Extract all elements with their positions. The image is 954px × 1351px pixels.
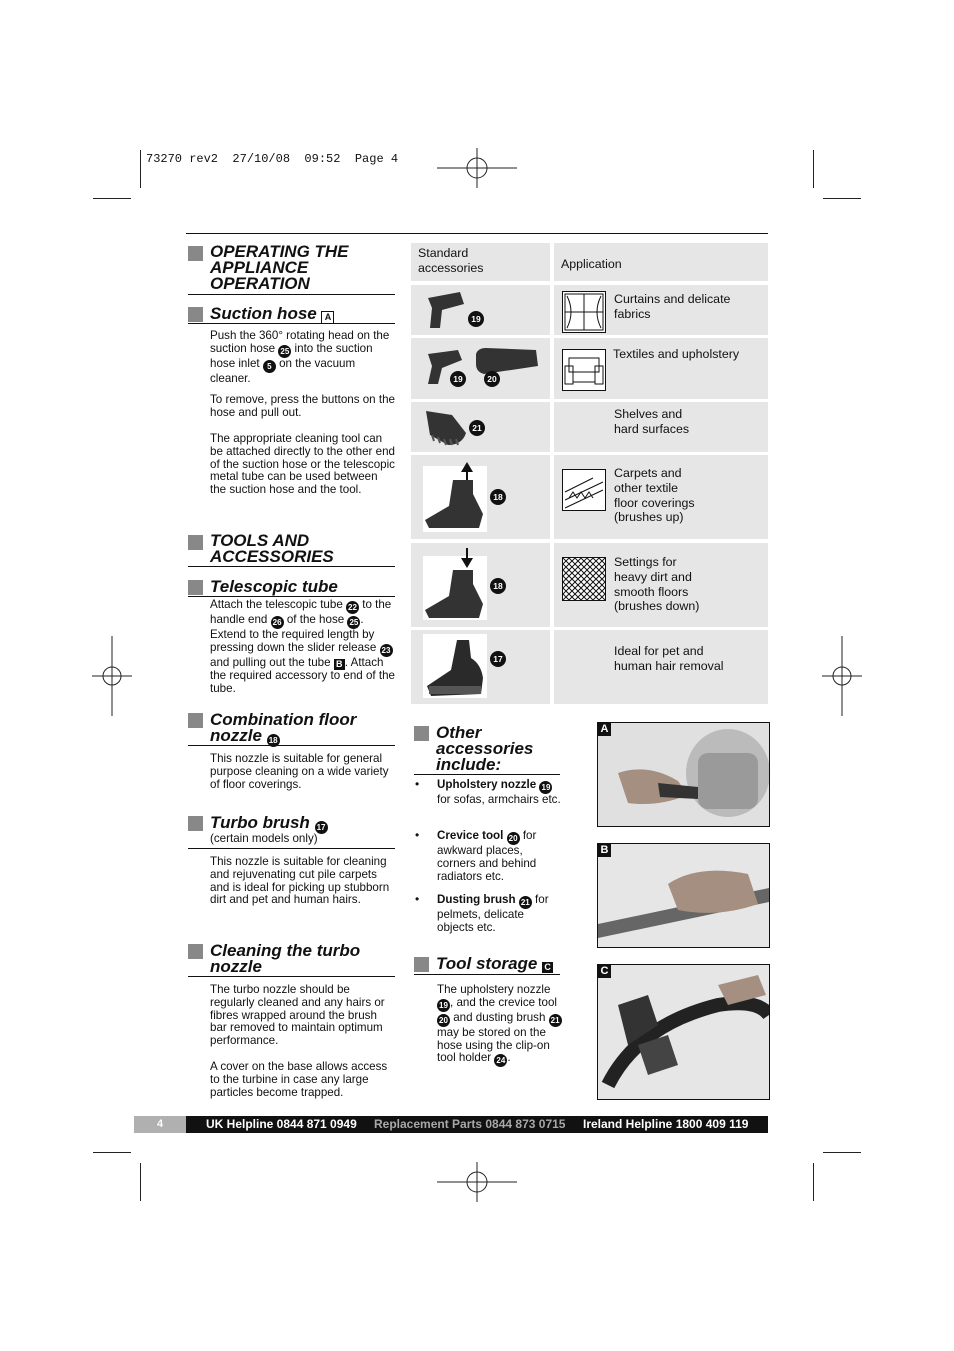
application-text: Carpets and other textile floor coverings (brushes up) — [614, 466, 695, 525]
page-number: 4 — [134, 1116, 186, 1133]
registration-mark-icon — [437, 148, 517, 188]
footer-uk-helpline: UK Helpline 0844 871 0949 — [206, 1117, 357, 1131]
part-number-badge: 19 — [539, 781, 552, 794]
section-underline — [414, 974, 560, 975]
bullet: • — [415, 777, 420, 791]
combination-nozzle-text: This nozzle is suitable for general purpose cleaning on a wide variety of floor coverings. — [210, 752, 389, 791]
application-text: Ideal for pet and human hair removal — [614, 644, 724, 673]
crop-mark — [823, 198, 861, 199]
photo-label: C — [598, 965, 611, 978]
telescopic-tube-text: Attach the telescopic tube 22 to the handle end 26 of the hose 25 . Extend to the required length by pressing down the slider release 23 and pulling out the tube B . Attach the required accessory to end of the tube. — [210, 598, 395, 695]
suction-hose-paragraph-1: Push the 360° rotating head on the suction hose 25 into the suction hose inlet 5 on the vacuum cleaner. — [210, 329, 390, 385]
part-number-badge: 26 — [271, 616, 284, 629]
crop-mark — [140, 1163, 141, 1201]
part-number-badge: 17 — [315, 821, 328, 834]
crop-mark — [93, 198, 131, 199]
section-marker — [188, 307, 203, 322]
armchair-icon — [562, 349, 606, 391]
section-underline — [188, 596, 395, 597]
section-marker — [188, 816, 203, 831]
turbo-brush-icon — [423, 634, 487, 698]
part-number-badge: 25 — [347, 616, 360, 629]
photo-label: A — [598, 723, 611, 736]
section-title-suction-hose: Suction hose A — [210, 306, 334, 324]
section-title-operating: OPERATING THE APPLIANCE OPERATION — [210, 242, 349, 293]
footer-replacement-parts: Replacement Parts 0844 873 0715 — [374, 1117, 566, 1131]
photo-c — [597, 964, 770, 1100]
bullet: • — [415, 828, 420, 842]
section-underline — [188, 976, 395, 977]
print-header: 73270 rev2 27/10/08 09:52 Page 4 — [146, 152, 399, 166]
section-title-tools: TOOLS AND ACCESSORIES — [210, 531, 334, 566]
footer-ireland-helpline: Ireland Helpline 1800 409 119 — [583, 1117, 749, 1131]
turbo-brush-subtitle: (certain models only) — [210, 832, 318, 845]
part-number-badge: 20 — [507, 832, 520, 845]
carpet-icon — [562, 469, 606, 511]
part-number-badge: 20 — [437, 1014, 450, 1027]
part-number-badge: 24 — [494, 1054, 507, 1067]
section-marker — [188, 246, 203, 261]
part-number-badge: 21 — [549, 1014, 562, 1027]
crevice-tool-icon — [474, 346, 540, 378]
list-item: Crevice tool 20 for awkward places, corners and behind radiators etc. — [437, 829, 537, 883]
tool-storage-text: The upholstery nozzle 19 , and the crevice tool 20 and dusting brush 21 may be stored on the hose using the clip-on tool holder 24 . — [437, 984, 562, 1067]
crop-mark — [813, 150, 814, 188]
figure-badge: B — [334, 659, 345, 670]
photo-b — [597, 843, 770, 948]
table-header-application-label: Application — [561, 257, 622, 271]
registration-mark-icon — [822, 636, 862, 716]
photo-a — [597, 722, 770, 827]
section-marker — [414, 726, 429, 741]
section-marker — [414, 957, 429, 972]
list-item: Upholstery nozzle 19 for sofas, armchairs etc. — [437, 778, 561, 806]
section-underline — [414, 774, 560, 775]
section-underline — [188, 323, 395, 324]
floor-nozzle-icon — [423, 548, 489, 620]
top-rule — [186, 233, 768, 234]
crop-mark — [93, 1152, 131, 1153]
application-text: Shelves and hard surfaces — [614, 407, 690, 436]
section-title-cleaning-turbo: Cleaning the turbo nozzle — [210, 941, 361, 976]
tool-storage-illustration — [598, 965, 769, 1099]
part-number-badge: 18 — [490, 489, 506, 505]
part-number-badge: 20 — [484, 371, 500, 387]
section-title-other-accessories: Other accessories include: — [436, 723, 534, 774]
section-title-telescopic-tube: Telescopic tube — [210, 577, 338, 596]
section-title-turbo-brush: Turbo brush 17 — [210, 815, 328, 834]
registration-mark-icon — [437, 1162, 517, 1202]
application-text: Settings for heavy dirt and smooth floors (brushes down) — [614, 555, 700, 614]
section-underline — [188, 848, 395, 849]
part-number-badge: 17 — [490, 651, 506, 667]
hose-attach-illustration — [598, 723, 769, 826]
part-number-badge: 22 — [346, 601, 359, 614]
section-title-combination-nozzle: Combination floor nozzle 18 — [210, 710, 357, 745]
section-underline — [188, 294, 395, 295]
table-header-standard-label: Standard accessories — [418, 246, 484, 275]
curtains-icon — [562, 291, 606, 333]
crop-mark — [823, 1152, 861, 1153]
dusting-brush-icon — [422, 405, 468, 449]
section-underline — [188, 745, 395, 746]
figure-badge: A — [321, 311, 334, 324]
floor-nozzle-icon — [423, 462, 489, 532]
list-item: Dusting brush 21 for pelmets, delicate objects etc. — [437, 893, 549, 934]
turbo-brush-text: This nozzle is suitable for cleaning and rejuvenating cut pile carpets and is ideal for picking up stubborn dirt and pet and human hairs. — [210, 855, 390, 907]
section-marker — [188, 580, 203, 595]
hard-floor-icon — [562, 557, 606, 601]
figure-badge: C — [542, 962, 553, 973]
part-number-badge: 23 — [380, 644, 393, 657]
section-marker — [188, 713, 203, 728]
cleaning-turbo-paragraph-1: The turbo nozzle should be regularly cleaned and any hairs or fibres wrapped around the brush bar removed to maintain optimum performance. — [210, 983, 385, 1048]
cleaning-turbo-paragraph-2: A cover on the base allows access to the turbine in case any large particles become trapped. — [210, 1060, 388, 1099]
bullet: • — [415, 892, 420, 906]
application-text: Textiles and upholstery — [613, 347, 740, 361]
section-title-tool-storage: Tool storage C — [436, 956, 553, 973]
part-number-badge: 19 — [468, 311, 484, 327]
telescopic-tube-illustration — [598, 844, 769, 947]
part-number-badge: 19 — [450, 371, 466, 387]
part-number-badge: 18 — [490, 578, 506, 594]
part-number-badge: 21 — [519, 896, 532, 909]
section-underline — [188, 566, 395, 567]
section-marker — [188, 944, 203, 959]
application-text: Curtains and delicate fabrics — [614, 292, 731, 321]
part-number-badge: 25 — [278, 345, 291, 358]
part-number-badge: 19 — [437, 999, 450, 1012]
section-marker — [188, 535, 203, 550]
part-number-badge: 5 — [263, 360, 276, 373]
crop-mark — [140, 150, 141, 188]
part-number-badge: 21 — [469, 420, 485, 436]
registration-mark-icon — [92, 636, 132, 716]
crop-mark — [813, 1163, 814, 1201]
upholstery-nozzle-icon — [422, 288, 468, 332]
suction-hose-paragraph-3: The appropriate cleaning tool can be attached directly to the other end of the suction hose or the telescopic metal tube can be used between the suction hose and the tool. — [210, 432, 395, 497]
photo-label: B — [598, 844, 611, 857]
part-number-badge: 18 — [267, 734, 280, 747]
suction-hose-paragraph-2: To remove, press the buttons on the hose and pull out. — [210, 393, 395, 419]
